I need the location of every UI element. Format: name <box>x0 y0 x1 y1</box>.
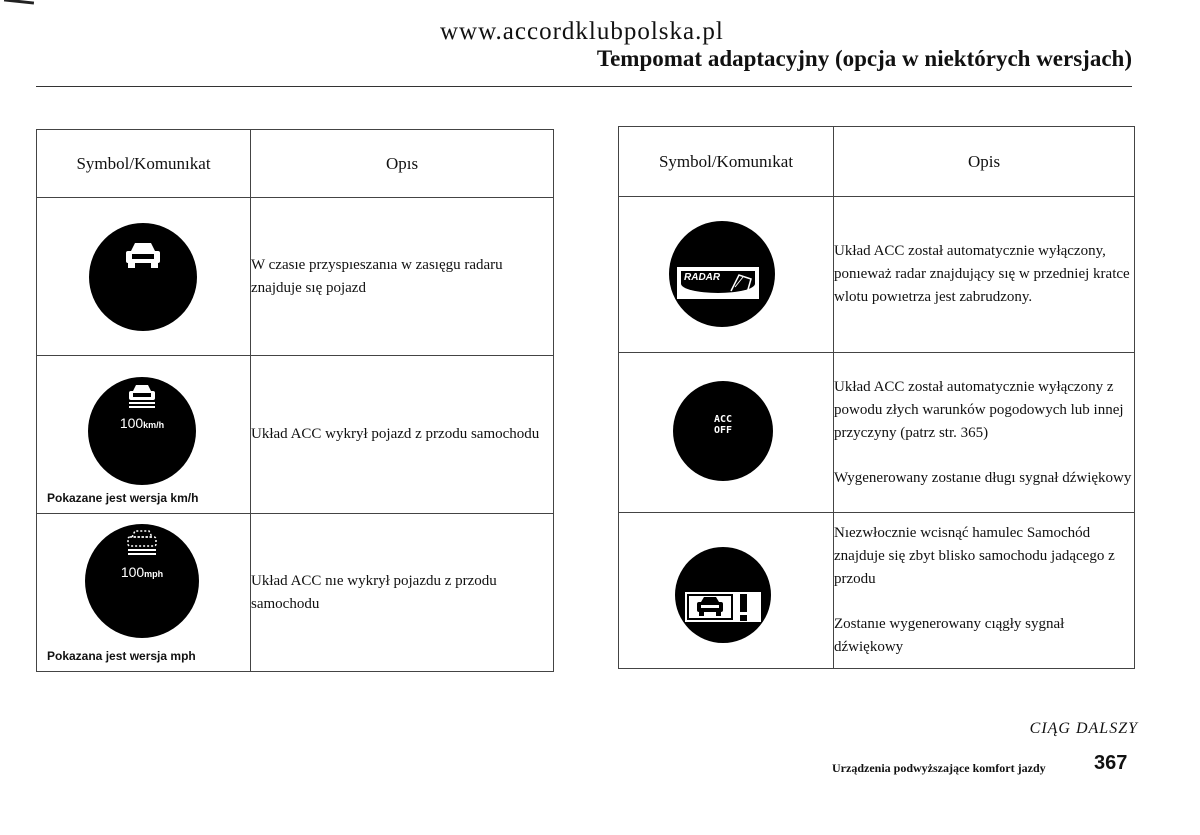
car-ahead-icon <box>89 223 197 331</box>
acc-off-icon <box>673 381 773 481</box>
table-row <box>37 514 554 672</box>
symbol-cell <box>619 197 834 353</box>
brake-warning-icon <box>675 547 771 643</box>
speed-readout: 100km/h <box>119 415 165 431</box>
symbols-table-left <box>36 129 554 672</box>
radar-label: RADAR <box>684 272 721 283</box>
page-number: 367 <box>1094 752 1128 774</box>
symbol-cell <box>37 356 251 514</box>
radar-dirty-icon <box>669 221 775 327</box>
column-header-description: Opıs <box>251 130 554 198</box>
car-not-detected-speed-icon <box>85 524 199 638</box>
description-cell: W czasıe przyspıeszanıa w zasıęgu radaru znajduje sıę pojazd <box>251 198 554 356</box>
warning-panel <box>685 592 761 622</box>
symbols-table-right <box>618 126 1135 669</box>
description-cell: Układ ACC został automatycznie wyłączony, ponıeważ radar znajdujący sıę w przedniej kratce wlotu powıetrza jest zabrudzony. <box>834 197 1135 353</box>
description-cell: Układ ACC został automatycznie wyłączony z powodu złych warunków pogodowych lub innej przyczyny (patrz str. 365) Wygenerowany zostanıe długı sygnał dźwiękowy <box>834 353 1135 513</box>
corner-mark <box>4 0 34 5</box>
description-cell: Układ ACC wykrył pojazd z przodu samochodu <box>251 356 554 514</box>
car-detected-speed-icon <box>88 377 196 485</box>
footer-section-title: Urządzenia podwyższające komfort jazdy <box>832 761 1046 775</box>
column-header-symbol: Symbol/Komunıkat <box>619 127 834 197</box>
column-header-symbol: Symbol/Komunıkat <box>37 130 251 198</box>
title-divider <box>36 86 1132 87</box>
symbol-cell <box>37 514 251 672</box>
watermark-url: www.accordklubpolska.pl <box>440 18 724 45</box>
unit-caption: Pokazane jest wersja km/h <box>47 491 199 505</box>
unit-caption: Pokazana jest wersja mph <box>47 649 196 663</box>
radar-panel <box>677 267 759 299</box>
page-title: Tempomat adaptacyjny (opcja w niektórych wersjach) <box>596 46 1132 71</box>
table-row <box>37 356 554 514</box>
table-row <box>619 513 1135 669</box>
table-row <box>37 198 554 356</box>
description-cell: Nıezwłocznie wcisnąć hamulec Samochód znajduje się zbyt blisko samochodu jadącego z przodu Zostanıe wygenerowany cıągły sygnał dźwiękowy <box>834 513 1135 669</box>
acc-off-label: ACC OFF <box>713 414 733 436</box>
speed-readout: 100mph <box>120 564 164 580</box>
description-cell: Układ ACC nıe wykrył pojazdu z przodu samochodu <box>251 514 554 672</box>
table-row <box>619 197 1135 353</box>
symbol-cell <box>619 513 834 669</box>
continued-label: CIĄG DALSZY <box>1029 720 1138 737</box>
symbol-cell <box>37 198 251 356</box>
symbol-cell <box>619 353 834 513</box>
table-row <box>619 353 1135 513</box>
column-header-description: Opis <box>834 127 1135 197</box>
